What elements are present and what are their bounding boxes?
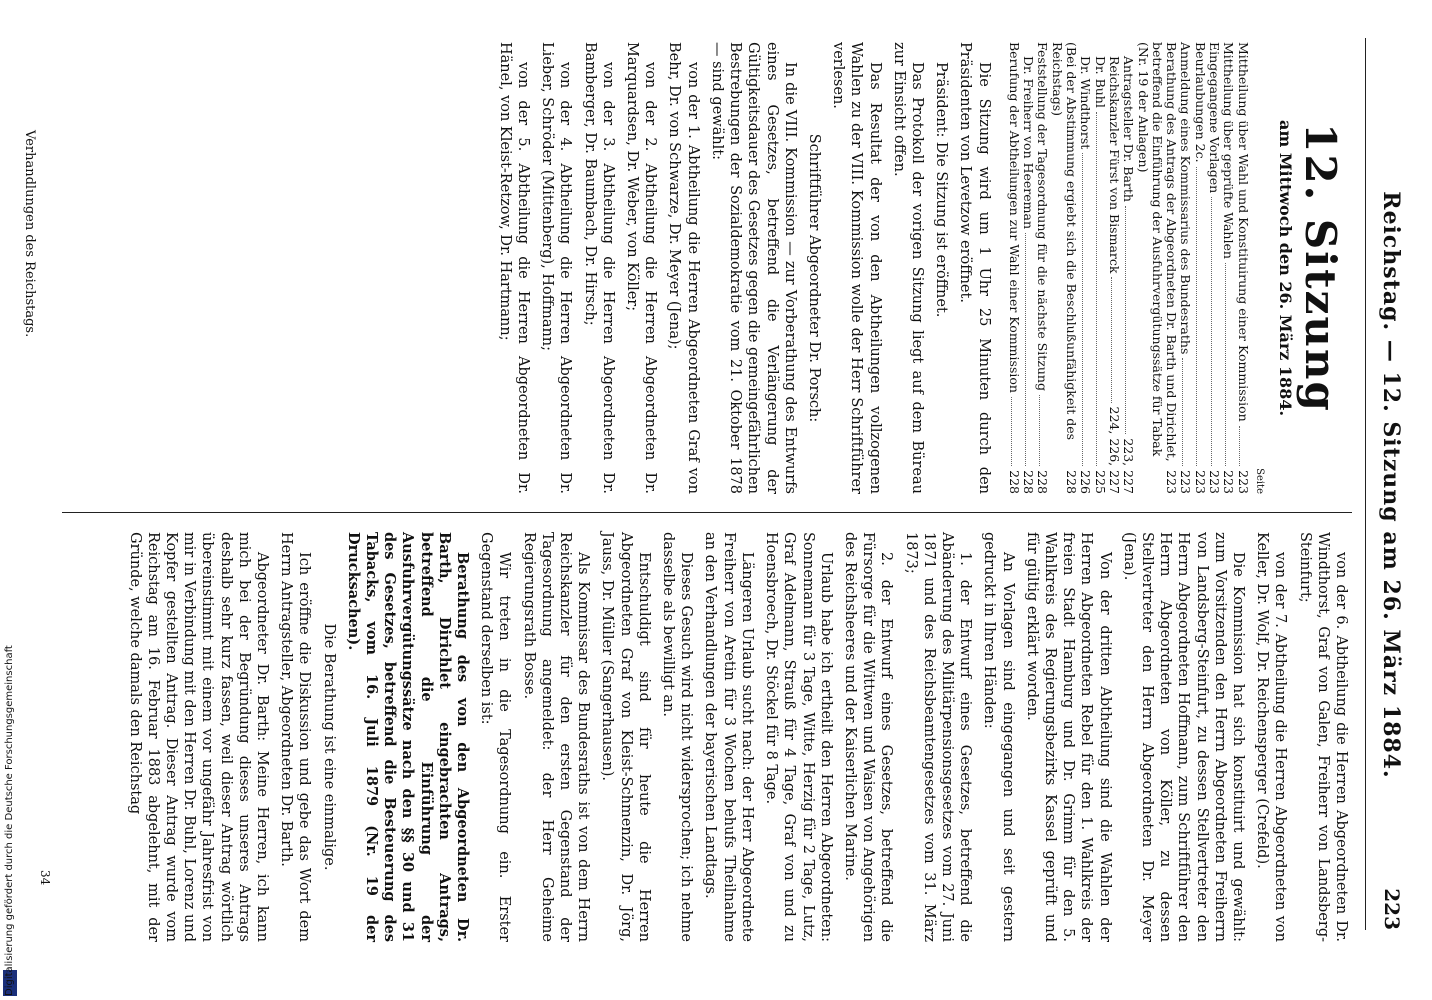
session-title: 12. Sitzung [1296, 123, 1345, 413]
digitization-credit-text: Digitalisierung gefördert durch die Deutsche Forschungsgemeinschaft [4, 645, 15, 996]
toc-entry [1021, 42, 1035, 494]
toc-entry-page: 224, 226, 227 [1106, 406, 1122, 494]
paragraph: 1. der Entwurf eines Gesetzes, betreffend die Abänderung des Militärpensionsgesetzes vom 27. Juni 1871 und des Reichsbeamtengesetzes vom 31. März 1873; [902, 532, 974, 942]
toc-entry-page: 228 [1064, 470, 1080, 494]
toc-entry-page: 228 [1006, 470, 1022, 494]
paragraph: Wir treten in die Tagesordnung ein. Erster Gegenstand derselben ist: [478, 532, 513, 942]
paragraph: von der 4. Abtheilung die Herren Abgeordneten Dr. Lieber, Schröder (Mittenberg), Hoffmann; [539, 42, 574, 494]
toc-entry-text: Berufung der Abtheilungen zur Wahl einer Kommission [1006, 42, 1022, 393]
toc-entry-text: Mittheilung über geprüfte Wahlen [1221, 42, 1237, 259]
toc-entry-text: Dr. Freiherr von Heereman [1021, 56, 1037, 230]
toc-entry-page: 223 [1221, 470, 1237, 494]
paragraph: Urlaub habe ich ertheilt den Herren Abgeordneten: Sonnemann für 3 Tage, Witte, Herzig für 2 Tage, Lutz, Graf Adelmann, Strauß für 4 Tage, Graf von und zu Hoensbroech, Dr. Stöckel für 8 Tage. [763, 532, 834, 942]
running-head [1374, 40, 1404, 930]
toc-entry [1235, 42, 1249, 494]
toc-entry-page: 223 [1178, 470, 1194, 494]
toc-entry [1078, 42, 1092, 494]
toc-entry-page: 223, 227 [1121, 438, 1137, 494]
toc-entry-text: Reichskanzler Fürst von Bismarck [1106, 56, 1122, 274]
left-footer: Verhandlungen des Reichstags. [22, 130, 37, 338]
paragraph: Die Sitzung wird um 1 Uhr 25 Minuten durch den Präsidenten von Levetzow eröffnet. [957, 42, 992, 494]
toc-entry-page: 223 [1207, 470, 1222, 494]
right-column [119, 532, 1350, 942]
toc-entry [1121, 42, 1135, 494]
paragraph: Das Protokoll der vorigen Sitzung liegt auf dem Büreau zur Einsicht offen. [890, 42, 925, 494]
toc-entry [1049, 42, 1078, 494]
paragraph: von der 1. Abtheilung die Herren Abgeordneten Graf von Behr, Dr. von Schwarze, Dr. Meyer (Jena); [666, 42, 701, 494]
running-head-title: Reichstag. — 12. Sitzung am 26. März 1884. [1378, 191, 1404, 779]
toc-entry-page: 228 [1021, 470, 1037, 494]
toc-entry-text: Eingegangene Vorlagen [1207, 42, 1222, 194]
paragraph: Schriftführer Abgeordneter Dr. Porsch: [805, 133, 822, 423]
left-column [490, 42, 1350, 494]
toc-entry-text: Antragsteller Dr. Barth [1121, 56, 1137, 202]
toc-entry-page: 226 [1078, 470, 1094, 494]
page-number: 223 [1380, 888, 1404, 930]
toc-entry-text: Beurlaubungen 2c. [1192, 42, 1208, 163]
paragraph: von der 3. Abtheilung die Herren Abgeordneten Dr. Bamberger, Dr. Baumbach, Dr. Hirsch; [581, 42, 616, 494]
toc-entry [1178, 42, 1192, 494]
paragraph: Das Resultat der von den Abtheilungen vollzogenen Wahlen zu der VIII. Kommission wolle der Herr Schriftführer verlesen. [830, 42, 883, 494]
paragraph: An Vorlagen sind eingegangen und seit gestern gedruckt in Ihren Händen: [981, 532, 1016, 942]
paragraph: von der 2. Abtheilung die Herren Abgeordneten Dr. Marquardsen, Dr. Weber, von Köller; [624, 42, 659, 494]
paragraph: Die Kommission hat sich konstituirt und gewählt: zum Vorsitzenden den Herrn Abgeordneten Freiherrn von Landsberg-Steinfurt, zu dessen Stellvertreter den Herrn Abgeordneten Hoffmann, zum Schriftführer den Herrn Abgeordneten von Köller, zu dessen Stellvertreter den Herrn Abgeordneten Dr. Meyer (Jena). [1120, 532, 1246, 942]
paragraph: Berathung des von den Abgeordneten Dr. Barth, Dirichlet eingebrachten Antrags, betreffend die Einführung der Ausfuhrvergütungssätze nach den §§ 30 und 31 des Gesetzes, betreffend die Besteuerung des Tabacks, vom 16. Juli 1879 (Nr. 19 der Drucksachen). [344, 532, 472, 942]
header-rule [1365, 38, 1366, 930]
paragraph: von der 6. Abtheilung die Herren Abgeordneten Dr. Windthorst, Graf von Galen, Freiherr von Landsberg-Steinfurt; [1296, 532, 1349, 942]
toc-entry-text: Mittheilung über Wahl und Konstituirung einer Kommission [1235, 42, 1251, 422]
toc-entry-text: (Bei der Abstimmung ergiebt sich die Beschlußunfähigkeit des Reichstags) [1049, 42, 1080, 441]
toc-entry-page: 223 [1235, 470, 1251, 494]
toc-entry-text: Berathung des Antrags der Abgeordneten Dr. Barth und Dirichlet, betreffend die Einführung der Ausfuhrvergütungssätze für Tabak (Nr. 19 der Anlagen) [1135, 42, 1180, 462]
session-date: am Mittwoch den 26. März 1884. [1276, 119, 1295, 417]
paragraph: In die VIII. Kommission — zur Vorberathung des Entwurfs eines Gesetzes, betreffend die Verlängerung der Gültigkeitsdauer des Gesetzes gegen die gemeingefährlichen Bestrebungen der Sozialdemokratie vom 21. Oktober 1878 — sind gewählt: [708, 42, 798, 494]
table-of-contents [1007, 42, 1268, 494]
toc-entry [1221, 42, 1235, 494]
toc-entry [1007, 42, 1021, 494]
paragraph: Entschuldigt sind für heute die Herren Abgeordneten Graf von Kleist-Schmenzin, Dr. Jörg, Jauss, Dr. Müller (Sangerhausen). [599, 532, 652, 942]
paragraph: Die Berathung ist eine einmalige. [320, 623, 337, 871]
paragraph: Als Kommissar des Bundesraths ist von dem Herrn Reichskanzler für den ersten Gegenstand der Tagesordnung angemeldet: der Herr Geheime Regierungsrath Bosse. [520, 532, 592, 942]
toc-column-label: Seite [1253, 468, 1265, 494]
toc-entry [1192, 42, 1206, 494]
paragraph: Längeren Urlaub sucht nach: der Herr Abgeordnete Freiherr von Aretin für 3 Wochen behufs Theilnahme an den Verhandlungen der bayerischen Landtags. [702, 532, 755, 942]
toc-entry [1135, 42, 1178, 494]
toc-entry-text: Anmeldung eines Kommissarius des Bundesraths [1178, 42, 1194, 355]
toc-entry-text: Dr. Buhl [1092, 56, 1108, 108]
toc-entry [1107, 42, 1121, 494]
toc-entry-page: 228 [1035, 470, 1051, 494]
toc-entry-page: 223 [1164, 470, 1180, 494]
toc-entry-text: Feststellung der Tagesordnung für die nächste Sitzung [1035, 42, 1051, 391]
paragraph: Von der dritten Abtheilung sind die Wahlen der Herren Abgeordneten Rebel für den 1. Wahlkreis der freien Stadt Hamburg und Dr. Grimm für den 5. Wahlkreis des Regierungsbezirks Kassel geprüft und für gültig erklärt worden. [1023, 532, 1113, 942]
paragraph: von der 5. Abtheilung die Herren Abgeordneten Dr. Hänel, von Kleist-Retzow, Dr. Hartmann; [496, 42, 532, 494]
toc-entry-page: 225 [1092, 470, 1108, 494]
toc-entry-page: 223 [1192, 470, 1208, 494]
column-rule [62, 512, 1352, 513]
toc-entry [1207, 42, 1221, 494]
paragraph: Ich eröffne die Diskussion und gebe das Wort dem Herrn Antragsteller, Abgeordneten Dr. Barth. [278, 532, 313, 942]
paragraph: Abgeordneter Dr. Barth: Meine Herren, ich kann mich bei der Begründung dieses unseres Antrags deshalb sehr kurz fassen, weil dieser Antrag wörtlich übereinstimmt mit einem vor ungefähr Jahresfrist von mir in Verbindung mit den Herren Dr. Buhl, Lorenz und Kopfer gestellten Antrag. Dieser Antrag wurde vom Reichstag am 16. Februar 1883 abgelehnt, mit der Gründe, welche damals den Reichstag [126, 532, 271, 942]
toc-entry [1092, 42, 1106, 494]
folio-number: 34 [38, 870, 52, 886]
paragraph: Dieses Gesuch wird nicht widersprochen; ich nehme dasselbe als bewilligt an. [660, 532, 695, 942]
toc-entry-text: Dr. Windthorst [1078, 56, 1094, 150]
paragraph: 2. der Entwurf eines Gesetzes, betreffend die Fürsorge für die Wittwen und Waisen von Angehörigen des Reichsheeres und der Kaiserlichen Marine. [841, 532, 895, 942]
toc-entry [1035, 42, 1049, 494]
paragraph: von der 7. Abtheilung die Herren Abgeordneten von Keller, Dr. Wolf, Dr. Reichensperger (Crefeld). [1254, 532, 1289, 942]
paragraph: Präsident: Die Sitzung ist eröffnet. [933, 62, 950, 318]
